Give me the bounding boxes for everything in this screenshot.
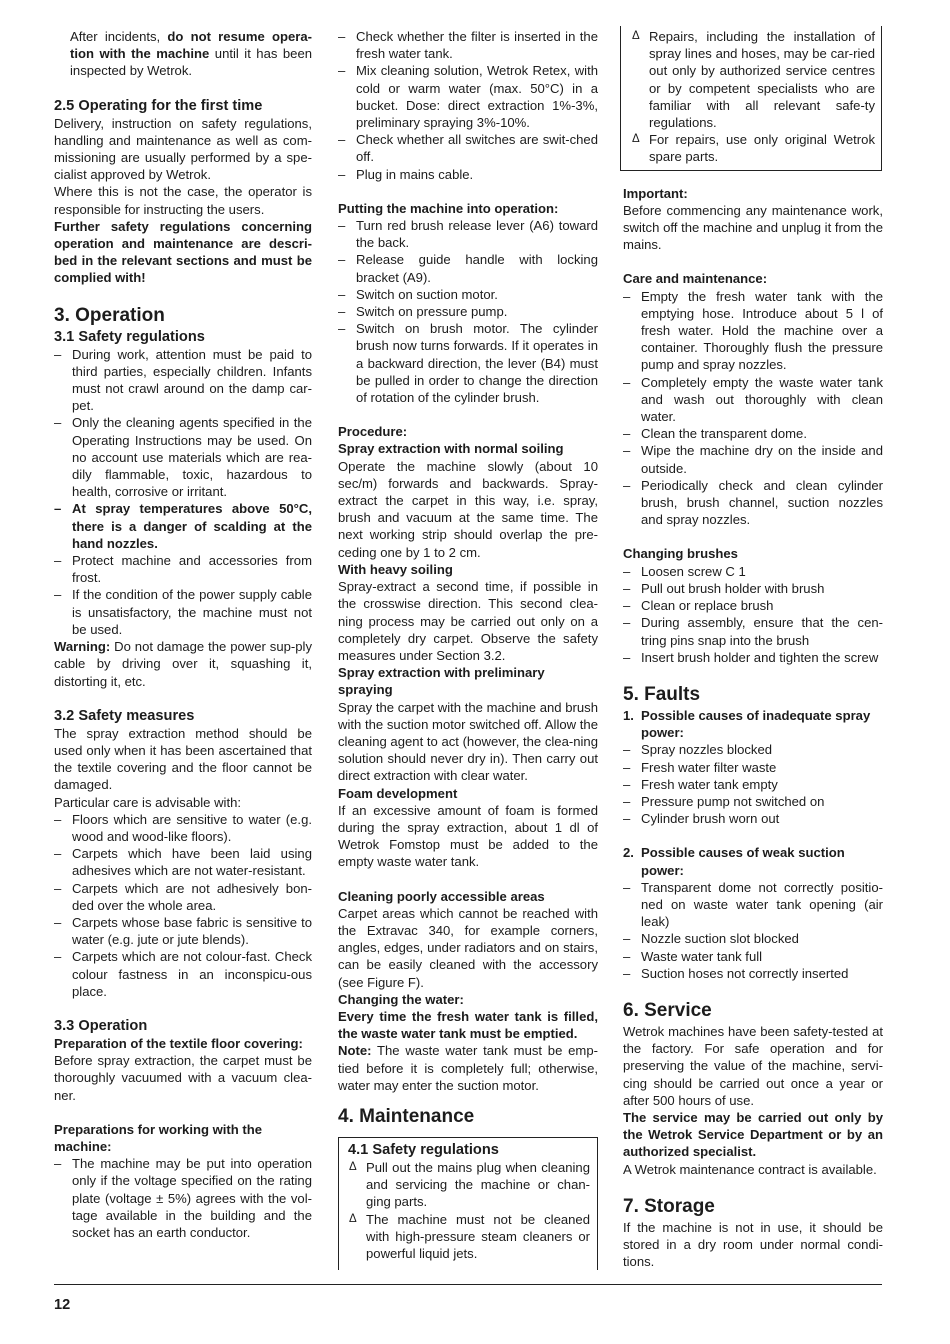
subheading: Spray extraction with normal soiling [338,441,564,457]
section-6-title: 6. Service [623,999,712,1021]
list-item: – Carpets which are not colour-fast. Check colour fastness in an inconspicu-ous place. [54,948,312,1000]
list-item: – Carpets which have been laid using adhesives which are not water-resistant. [54,845,312,879]
fault-number: 1. [623,707,634,723]
list-item: Δ The machine must not be cleaned with high-pressure steam cleaners or powerful liquid jets. [348,1211,590,1263]
list-item: – Clean the transparent dome. [623,425,883,442]
inadequate-spray-list [623,741,883,827]
note-paragraph: Note: The waste water tank must be emp-tied before it is completely full; otherwise, water may enter the suction motor. [338,1043,598,1093]
list-item: – Fresh water filter waste [623,759,883,776]
section-7-title: 7. Storage [623,1195,715,1217]
paragraph: Operate the machine slowly (about 10 sec/m) forwards and backwards. Spray-extract the carpet in this way, i.e. spray, brush and vacuum at the same time. The next working strip should overlap the pre-ceding one by 1 to 2 cm. [338,458,598,560]
list-item: – Turn red brush release lever (A6) toward the back. [338,217,598,251]
weak-suction-list [623,879,883,982]
section-2-5-title: 2.5 Operating for the first time [54,97,263,114]
preparations-list [54,1155,312,1241]
list-item: – Protect machine and accessories from frost. [54,552,312,586]
paragraph: Particular care is advisable with: [54,794,242,810]
maintenance-safety-list [348,1159,590,1262]
subheading: Preparation of the textile floor covering: [54,1035,303,1051]
list-item: – Insert brush holder and tighten the screw [623,649,883,666]
paragraph: If an excessive amount of foam is formed during the spray extraction, about 1 dl of Wetrok Fomstop must be added to the empty waste water tank. [338,802,598,870]
list-item: – Fresh water tank empty [623,776,883,793]
safety-measures-list [54,811,312,1000]
repairs-list [631,28,875,166]
list-item: – If the condition of the power supply cable is unsatisfactory, the machine must not be used. [54,586,312,638]
paragraph: A Wetrok maintenance contract is available. [623,1161,877,1177]
list-item: – Completely empty the waste water tank and wash out thoroughly with clean water. [623,374,883,426]
section-5-title: 5. Faults [623,683,701,705]
intro-paragraph: After incidents, do not resume opera-tion with the machine until it has been inspected by Wetrok. [70,29,313,79]
list-item: – Transparent dome not correctly positio-ned on waste water tank opening (air leak) [623,879,883,931]
column-left [54,28,312,1241]
list-item: – Check whether the filter is inserted in the fresh water tank. [338,28,598,62]
list-item: – Plug in mains cable. [338,166,598,183]
list-item: – Pull out brush holder with brush [623,580,883,597]
list-item: – Switch on brush motor. The cylinder brush now turns forwards. If it operates in a backward direction, the lever (B4) must be pulled in order to change the direction of rotation of the cylinder brush. [338,320,598,406]
care-maintenance-list [623,288,883,529]
list-item: – During work, attention must be paid to third parties, especially children. Infants must not crawl around on the damp car-pet. [54,346,312,415]
section-3-1-title: 3.1 Safety regulations [54,328,205,345]
list-item: – Suction hoses not correctly inserted [623,965,883,982]
maintenance-safety-content [338,1141,598,1262]
subheading: Foam development [338,785,458,801]
footer-rule [54,1284,882,1285]
paragraph: Wetrok machines have been safety-tested at the factory. For safe operation and for preserving the value of the machine, servi-cing should be carried out once a year or after 500 hours of use. [623,1023,883,1108]
list-item: – Carpets which are not adhesively bon-ded over the whole area. [54,880,312,914]
paragraph: Spray the carpet with the machine and brush with the suction motor switched off. Allow the cleaning agent to act (however, the clea-ning solution should never dry in). Then carry out direct extraction with clear water. [338,699,598,784]
putting-into-operation-list [338,217,598,406]
paragraph: If the machine is not in use, it should be stored in a dry room under normal condi-tions. [623,1219,883,1270]
safety-regulations-list [54,346,312,638]
subheading: Important: [623,185,688,201]
subheading: Putting the machine into operation: [338,200,559,216]
list-item: – Wipe the machine dry on the inside and outside. [623,442,883,476]
bold-paragraph: Every time the fresh water tank is filled, the waste water tank must be emptied. [338,1008,598,1042]
bold-paragraph: Further safety regulations concerning operation and maintenance are descri-bed in the relevant sections and must be complied with! [54,218,312,286]
list-item: – Periodically check and clean cylinder brush, brush channel, suction nozzles and spray nozzles. [623,477,883,529]
paragraph: Spray-extract a second time, if possible in the crosswise direction. This second clea-ning process may be carried out only on a completely dry carpet. Observe the safety measures under Section 3.2. [338,579,598,663]
fault-title: Possible causes of weak suction power: [641,845,845,878]
subheading: Care and maintenance: [623,271,768,287]
paragraph: Carpet areas which cannot be reached with the Extravac 340, for example corners, angles, edges, under radiators and on stairs, can be easily cleaned with the accessory (see Figure F). [338,905,598,990]
paragraph: Before commencing any maintenance work, switch off the machine and unplug it from the mains. [623,202,883,253]
repairs-notice-content [623,28,883,166]
list-item: – Release guide handle with locking bracket (A9). [338,251,598,285]
list-item: – Check whether all switches are swit-ched off. [338,131,598,165]
section-3-3-title: 3.3 Operation [54,1017,148,1034]
changing-brushes-list [623,563,883,666]
preparations-list-continued [338,28,598,183]
list-item: – Loosen screw C 1 [623,563,883,580]
faults-list [623,707,883,741]
section-3-2-title: 3.2 Safety measures [54,707,195,724]
subheading: Procedure: [338,424,408,440]
fault-title: Possible causes of inadequate spray power: [641,707,871,741]
bold-paragraph: The service may be carried out only by the Wetrok Service Department or by an authorized specialist. [623,1109,883,1160]
list-item: Δ Repairs, including the installation of spray lines and hoses, may be car-ried out only by authorized service centres or by competent specialists who are familiar with all relevant safe-ty regulations. [631,28,875,131]
list-item: – Spray nozzles blocked [623,741,883,758]
subheading: Changing the water: [338,991,464,1007]
list-item: – Clean or replace brush [623,597,883,614]
column-right [623,28,883,1270]
fault-group [623,707,883,741]
list-item: – Waste water tank full [623,948,883,965]
list-item: – During assembly, ensure that the cen-tring pins snap into the brush [623,614,883,648]
list-item: – Nozzle suction slot blocked [623,930,883,947]
list-item: – Mix cleaning solution, Wetrok Retex, with cold or warm water (max. 50°C) in a bucket. Dose: direct extraction 1%-3%, preliminary spraying 3%-10%. [338,62,598,131]
list-item: – Cylinder brush worn out [623,810,883,827]
fault-group [623,844,883,878]
warning-paragraph: Warning: Do not damage the power sup-ply cable by driving over it, squashing it, distorting it, etc. [54,639,312,689]
subheading: Cleaning poorly accessible areas [338,888,545,904]
list-item: Δ Pull out the mains plug when cleaning and servicing the machine or chan-ging parts. [348,1159,590,1211]
list-item: – Pressure pump not switched on [623,793,883,810]
section-4-1-title: 4.1 Safety regulations [348,1141,499,1158]
list-item: – Carpets whose base fabric is sensitive to water (e.g. jute or jute blends). [54,914,312,948]
section-4-title: 4. Maintenance [338,1105,475,1127]
fault-number: 2. [623,845,634,861]
subheading: Changing brushes [623,546,738,562]
list-item: – The machine may be put into operation only if the voltage specified on the rating plate (voltage ± 5%) agrees with the vol-tage available in the building and the socket has an earth conductor. [54,1155,312,1241]
subheading: With heavy soiling [338,561,453,577]
subheading: Spray extraction with preliminary spraying [338,665,545,698]
list-item: – At spray temperatures above 50°C, there is a danger of scalding at the hand nozzles. [54,500,312,552]
list-item: – Switch on pressure pump. [338,303,598,320]
section-3-title: 3. Operation [54,304,165,326]
paragraph: Before spray extraction, the carpet must be thoroughly vacuumed with a vacuum clea-ner. [54,1053,312,1103]
column-middle [338,28,598,1262]
paragraph: The spray extraction method should be used only when it has been ascertained that the textile covering and the floor cannot be damaged. [54,725,312,793]
page-number: 12 [54,1297,71,1313]
paragraph: Where this is not the case, the operator is responsible for instructing the users. [54,184,312,217]
paragraph: Delivery, instruction on safety regulations, handling and maintenance as well as com-missioning are usually performed by a spe-cialist approved by Wetrok. [54,115,312,183]
list-item: – Floors which are sensitive to water (e.g. wood and wood-like floors). [54,811,312,845]
faults-list-2 [623,844,883,878]
list-item: – Only the cleaning agents specified in the Operating Instructions may be used. On no account use materials which are rea-dily flammable, toxic, hazardous to health, corrosive or irritant. [54,414,312,500]
list-item: Δ For repairs, use only original Wetrok spare parts. [631,131,875,165]
subheading: Preparations for working with the machine: [54,1121,263,1154]
list-item: – Empty the fresh water tank with the emptying hose. Introduce about 5 l of fresh water. Hold the machine over a container. Thoroughly flush the pressure pump and spray nozzles. [623,288,883,374]
list-item: – Switch on suction motor. [338,286,598,303]
